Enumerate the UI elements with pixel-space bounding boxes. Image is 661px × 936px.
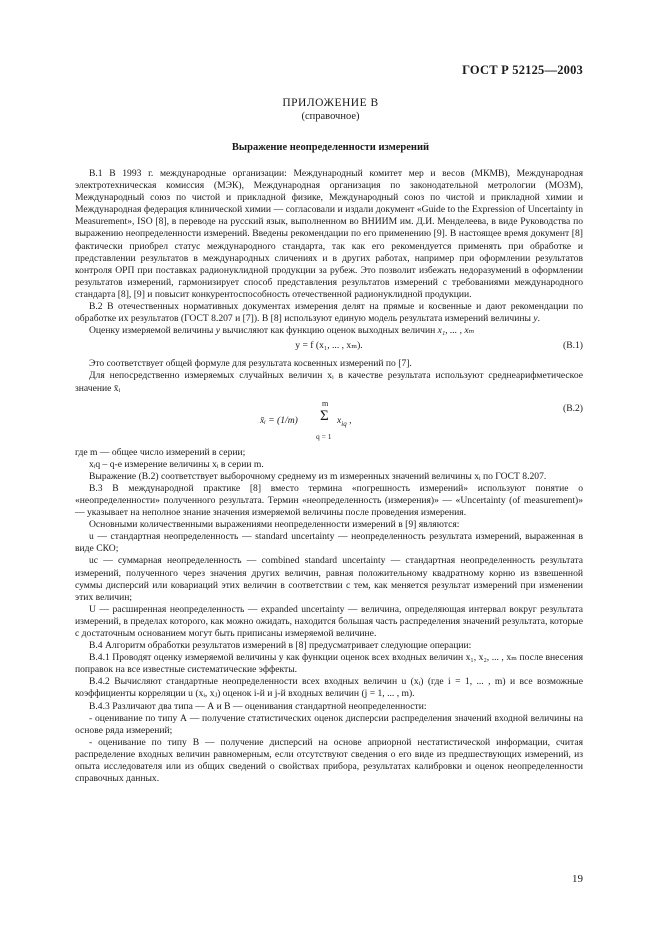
body-text	[75, 168, 583, 785]
page-number: 19	[572, 873, 583, 885]
formula-b1: y = f (x₁, ... , xₘ). (В.1)	[295, 340, 583, 352]
definition-uc: uc — суммарная неопределенность — combined standard uncertainty — стандартная неопределенность результата измерений, полученного через значения других величин, равная положительному квадратному корню из взвешенной суммы дисперсий или ковариаций этих величин в соответствии с тем, как меняется результат измерений при изменении этих величин;	[75, 555, 583, 603]
sum-symbol: Σ	[320, 407, 329, 424]
list-item-type-b: - оценивание по типу В — получение дисперсий на основе априорной нестатистической информации, считая распределение входных величин равномерным, если отсутствуют сведения о его виде из предшествующих измерений, из опыта исследователя или из общих сведений о свойствах прибора, результатах калибровки и оценок неопределенности справочных данных.	[75, 736, 583, 785]
definition-U: U — расширенная неопределенность — expanded uncertainty — величина, определяющая интервал вокруг результата измерений, в пределах которого, как можно ожидать, находится большая часть распределения значений результата, которые с достаточным основанием могут быть приписаны измеряемой величине.	[75, 603, 583, 639]
definition-m: где m — общее число измерений в серии;	[75, 446, 246, 458]
paragraph-b43: В.4.3 Различают два типа — А и В — оценивания стандартной неопределенности:	[89, 700, 427, 712]
paragraph-sample-mean: Выражение (В.2) соответствует выборочному среднему из m измеренных значений величины xᵢ по ГОСТ 8.207.	[89, 470, 547, 482]
appendix-title: ПРИЛОЖЕНИЕ В	[282, 97, 379, 109]
paragraph-mean: Для непосредственно измеряемых случайных величин xᵢ в качестве результата используют среднеарифметическое значение x̄ᵢ	[75, 370, 583, 394]
appendix-subtitle: (справочное)	[301, 111, 360, 122]
definition-xiq: xᵢq – q-е измерение величины xᵢ в серии m.	[89, 458, 264, 470]
paragraph-b42: В.4.2 Вычисляют стандартные неопределенности всех входных величин u (xᵢ) (где i = 1, ... , m) и все возможные коэффициенты корреляции u (xᵢ, xⱼ) оценок i-й и j-й входных величин (j = 1, ... , m).	[75, 676, 583, 700]
document-number: ГОСТ Р 52125—2003	[462, 63, 583, 77]
section-title: Выражение неопределенности измерений	[231, 142, 430, 153]
paragraph-estimate: Оценку измеряемой величины y вычисляют как функцию оценок выходных величин x₁, ... , xₘ	[89, 325, 475, 337]
formula-number: (В.2)	[563, 402, 583, 414]
definition-u: u — стандартная неопределенность — standard uncertainty — неопределенность результата измерений, выраженная в виде СКО;	[75, 531, 583, 555]
paragraph-b4: В.4 Алгоритм обработки результатов измерений в [8] предусматривает следующие операции:	[89, 640, 472, 652]
paragraph-b3: В.3 В международной практике [8] вместо термина «погрешность измерений» используют понятие о «неопределенности» полученного результата. Термин «неопределенность (измерения)» — «Uncertainty (of measurement)» — указывает на неполное знание значения измеряемой величины после проведения измерения.	[75, 482, 583, 519]
paragraph-expressions: Основными количественными выражениями неопределенности измерений в [9] являются:	[89, 519, 460, 531]
paragraph-b2: В.2 В отечественных нормативных документах измерения делят на прямые и косвенные и дают рекомендации по обработке их результатов (ГОСТ 8.207 и [7]). В [8] используют единую модель результата измерений величины y.	[75, 301, 583, 325]
paragraph-indirect: Это соответствует общей формуле для результата косвенных измерений по [7].	[89, 358, 412, 370]
paragraph-b41: В.4.1 Проводят оценку измеряемой величины y как функции оценок всех входных величин x₁, x₂, ... , xₘ после внесения поправок на все известные систематические эффекты.	[75, 652, 583, 676]
list-item-type-a: - оценивание по типу А — получение статистических оценок дисперсии распределения значений входной величины на основе ряда измерений;	[75, 712, 583, 736]
formula-b2: m x̄ᵢ = (1/m) Σ $x_{iq}$ , q = 1 (В.2)	[260, 398, 583, 441]
formula-number: (В.1)	[563, 340, 583, 352]
paragraph-b1: В.1 В 1993 г. международные организации: Международный комитет мер и весов (МКМВ), Международная электротехническая комиссия (МЭК), Международная организация по законодательной метрологии (МОЗМ), Международный союз по чистой и прикладной физике, Международный союз по чистой и прикладной химии и Международная федерация клинической химии — согласовали и издали документ «Guide to the Expression of Uncertainty in Measurement», ISO [8], в переводе на русский язык, выполненном во ВНИИМ им. Д.И. Менделеева, в виде Руководства по выражению неопределенности измерений. Введены рекомендации по его применению [9]. В настоящее время документ [8] фактически приобрел статус международного стандарта, так как его рекомендуется применять при обработке и представлении результатов в международных сличениях и в других работах, например при оформлении результатов контроля ОРП при поставках радионуклидной продукции за рубеж. Это позволит избежать недоразумений в оформлении результатов измерений, гармонизирует способ представления результатов измерений с требованиями международного стандарта [8], [9] и повысит конкурентоспособность отечественной радионуклидной продукции.	[75, 168, 583, 300]
